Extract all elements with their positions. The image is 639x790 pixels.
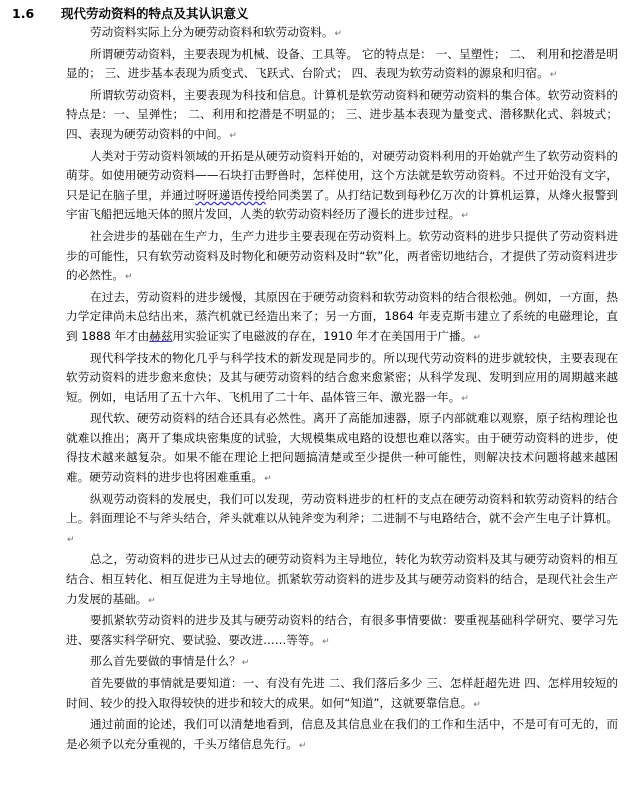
paragraph: [66, 652, 618, 674]
paragraph-mark-icon: ↵: [473, 699, 481, 710]
marked-text: 赫兹: [149, 328, 173, 343]
paragraph-text: 劳动资料实际上分为硬劳动资料和软劳动资料。: [90, 25, 334, 39]
section-number: 1.6: [12, 6, 35, 21]
paragraph: [66, 45, 618, 86]
paragraph-mark-icon: ↵: [473, 332, 481, 343]
paragraph-text: 通过前面的论述，我们可以清楚地看到，信息及其信息业在我们的工作和生活中，不是可有可无的，而是必须予以充分重视的，千头万绪信息先行。: [66, 717, 618, 751]
paragraph: [66, 490, 618, 551]
marked-text: 呀呀递语传授: [195, 187, 266, 202]
paragraph-text: 所谓硬劳动资料，主要表现为机械、设备、工具等。 它的特点是： 一、呈塑性； 二、 利用和挖潜是明显的； 三、进步基本表现为质变式、飞跃式、台阶式； 四、表现为软劳动资料的源泉和归宿。: [66, 46, 618, 81]
paragraph-mark-icon: ↵: [148, 595, 156, 606]
paragraph-mark-icon: ↵: [67, 534, 75, 545]
paragraph: [66, 86, 618, 147]
paragraph-mark-icon: ↵: [461, 393, 469, 404]
paragraph-text: 总之，劳动资料的进步已从过去的硬劳动资料为主导地位，转化为软劳动资料及其与硬劳动资料的相互结合、相互转化、相互促进为主导地位。抓紧软劳动资料的进步及其与硬劳动资料的结合，是现代社会生产力发展的基础。: [66, 552, 618, 606]
section-title: 现代劳动资料的特点及其认识意义: [61, 6, 249, 21]
paragraph: [66, 550, 618, 611]
paragraph-text: 用实验证实了电磁波的存在，1910 年才在美国用于广播。: [172, 328, 473, 343]
paragraph: [66, 227, 618, 288]
paragraph-mark-icon: ↵: [334, 29, 343, 39]
paragraph: [66, 674, 618, 715]
paragraph-text: 现代软、硬劳动资料的结合还具有必然性。离开了高能加速器，原子内部就难以观察，原子结构理论也就难以推出；离开了集成块密集度的试验，大规模集成电路的设想也难以落实。由于硬劳动资料的进步，使得技术越来越复杂。如果不能在理论上把问题搞清楚或至少提供一种可能性，则解决技术问题将越来越困难。硬劳动资料的进步也将困难重重。: [66, 411, 618, 485]
paragraph-mark-icon: ↵: [298, 740, 307, 751]
paragraph: [66, 23, 618, 45]
paragraph-mark-icon: ↵: [322, 636, 330, 647]
paragraph-mark-icon: ↵: [124, 272, 133, 283]
paragraph: [66, 147, 618, 227]
paragraph-text: 人类对于劳动资料领域的开拓是从硬劳动资料开始的，对硬劳动资料利用的开始就产生了软劳动资料的萌芽。如使用硬劳动资料——石块打击野兽时，怎样使用，这个方法就是软劳动资料。不过开始没有文字，只是记在脑子里，并通过: [66, 148, 618, 202]
paragraph-text: 那么首先要做的事情是什么？: [90, 654, 241, 669]
paragraph-mark-icon: ↵: [229, 130, 237, 141]
section-heading: [12, 5, 249, 22]
paragraph-text: 在过去，劳动资料的进步缓慢，其原因在于硬劳动资料和软劳动资料的结合很松弛。例如，一方面，热力学定律尚未总结出来，蒸汽机就已经造出来了；另一方面，1864 年麦克斯韦建立了系统的电磁理论，直到 1888 年才由: [66, 289, 618, 343]
paragraph: [66, 349, 618, 410]
paragraph-text: 首先要做的事情就是要知道：一、有没有先进 二、我们落后多少 三、怎样赶超先进 四、怎样用较短的时间、较少的投入取得较快的进步和较大的成果。如何“知道”，这就要靠信息。: [66, 676, 618, 710]
paragraph-text: 现代科学技术的物化几乎与科学技术的新发现是同步的。所以现代劳动资料的进步就较快，主要表现在软劳动资料的进步愈来愈快；及其与硬劳动资料的结合愈来愈紧密；从科学发现、发明到应用的周期越来越短。例如，电话用了五十六年、飞机用了二十年、晶体管三年、激光器一年。: [66, 350, 618, 404]
paragraph: [66, 288, 618, 349]
paragraph-mark-icon: ↵: [264, 474, 272, 485]
paragraph-text: 纵观劳动资料的发展史，我们可以发现，劳动资料进步的杠杆的支点在硬劳动资料和软劳动资料的结合上。斜面理论不与斧头结合，斧头就难以从钝斧变为利斧；二进制不与电路结合，就不会产生电子计算机。: [66, 491, 618, 526]
paragraph: [66, 611, 618, 652]
paragraph-text: 社会进步的基础在生产力，生产力进步主要表现在劳动资料上。软劳动资料的进步只提供了劳动资料进步的可能性，只有软劳动资料及时物化和硬劳动资料及时“软”化，两者密切地结合，才提供了劳动资料进步的必然性。: [66, 228, 618, 283]
paragraph: [66, 715, 618, 756]
paragraph-mark-icon: ↵: [241, 658, 250, 669]
paragraph-text: 给同类罢了。从打结记数到每秒亿万次的计算机运算，从烽火报警到宇宙飞船把远地天体的照片发回，人类的软劳动资料经历了漫长的进步过程。: [66, 187, 618, 222]
paragraph: [66, 409, 618, 489]
document-body: [66, 23, 618, 756]
paragraph-text: 所谓软劳动资料，主要表现为科技和信息。计算机是软劳动资料和硬劳动资料的集合体。软劳动资料的特点是：一、呈弹性； 二、利用和挖潜是不明显的； 三、进步基本表现为量变式、潜移默化式、斜坡式； 四、表现为硬劳动资料的中间。: [66, 87, 618, 141]
paragraph-text: 要抓紧软劳动资料的进步及其与硬劳动资料的结合，有很多事情要做：要重视基础科学研究、要学习先进、要落实科学研究、要试验、要改进……等等。: [66, 613, 618, 647]
paragraph-mark-icon: ↵: [461, 211, 469, 222]
paragraph-mark-icon: ↵: [549, 70, 558, 81]
